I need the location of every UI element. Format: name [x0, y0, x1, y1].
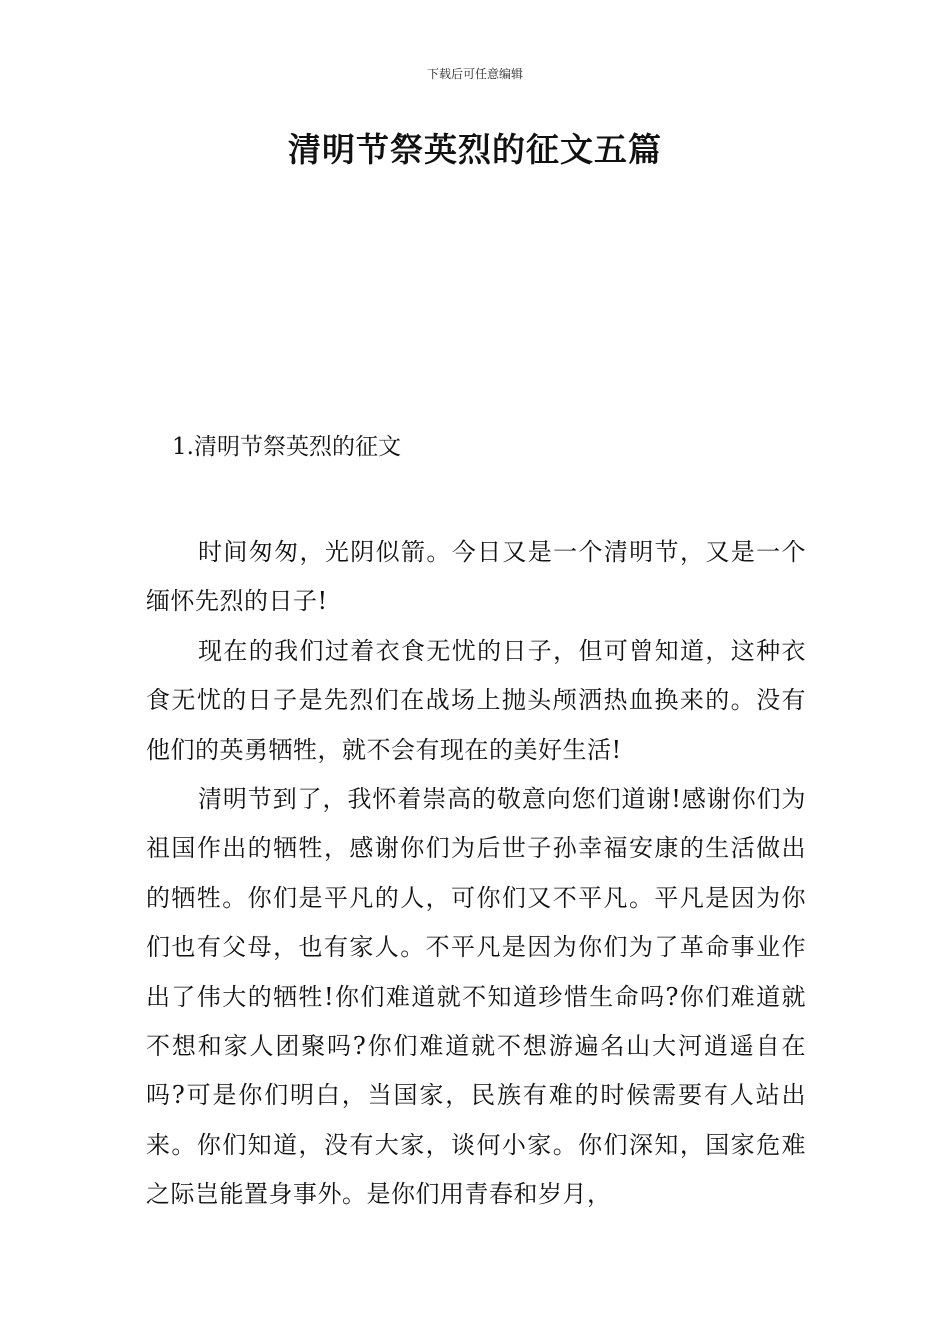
paragraph-3: 清明节到了，我怀着崇高的敬意向您们道谢!感谢你们为祖国作出的牺牲，感谢你们为后世子孙幸福安康的生活做出的牺牲。你们是平凡的人，可你们又不平凡。平凡是因为你们也有父母，也有家人。不平凡是因为你们为了革命事业作出了伟大的牺牲!你们难道就不知道珍惜生命吗?你们难道就不想和家人团聚吗?你们难道就不想游遍名山大河逍遥自在吗?可是你们明白，当国家，民族有难的时候需要有人站出来。你们知道，没有大家，谈何小家。你们深知，国家危难之际岂能置身事外。是你们用青春和岁月， [146, 785, 806, 1209]
paragraph-1: 时间匆匆，光阴似箭。今日又是一个清明节，又是一个缅怀先烈的日子! [146, 538, 806, 616]
header-note: 下载后可任意编辑 [426, 67, 523, 81]
document-title: 清明节祭英烈的征文五篇 [288, 130, 662, 169]
paragraph-2: 现在的我们过着衣食无忧的日子，但可曾知道，这种衣食无忧的日子是先烈们在战场上抛头颅洒热血换来的。没有他们的英勇牺牲，就不会有现在的美好生活! [146, 636, 806, 764]
body-text [146, 528, 806, 1220]
section-heading: 1.清明节祭英烈的征文 [172, 434, 401, 460]
